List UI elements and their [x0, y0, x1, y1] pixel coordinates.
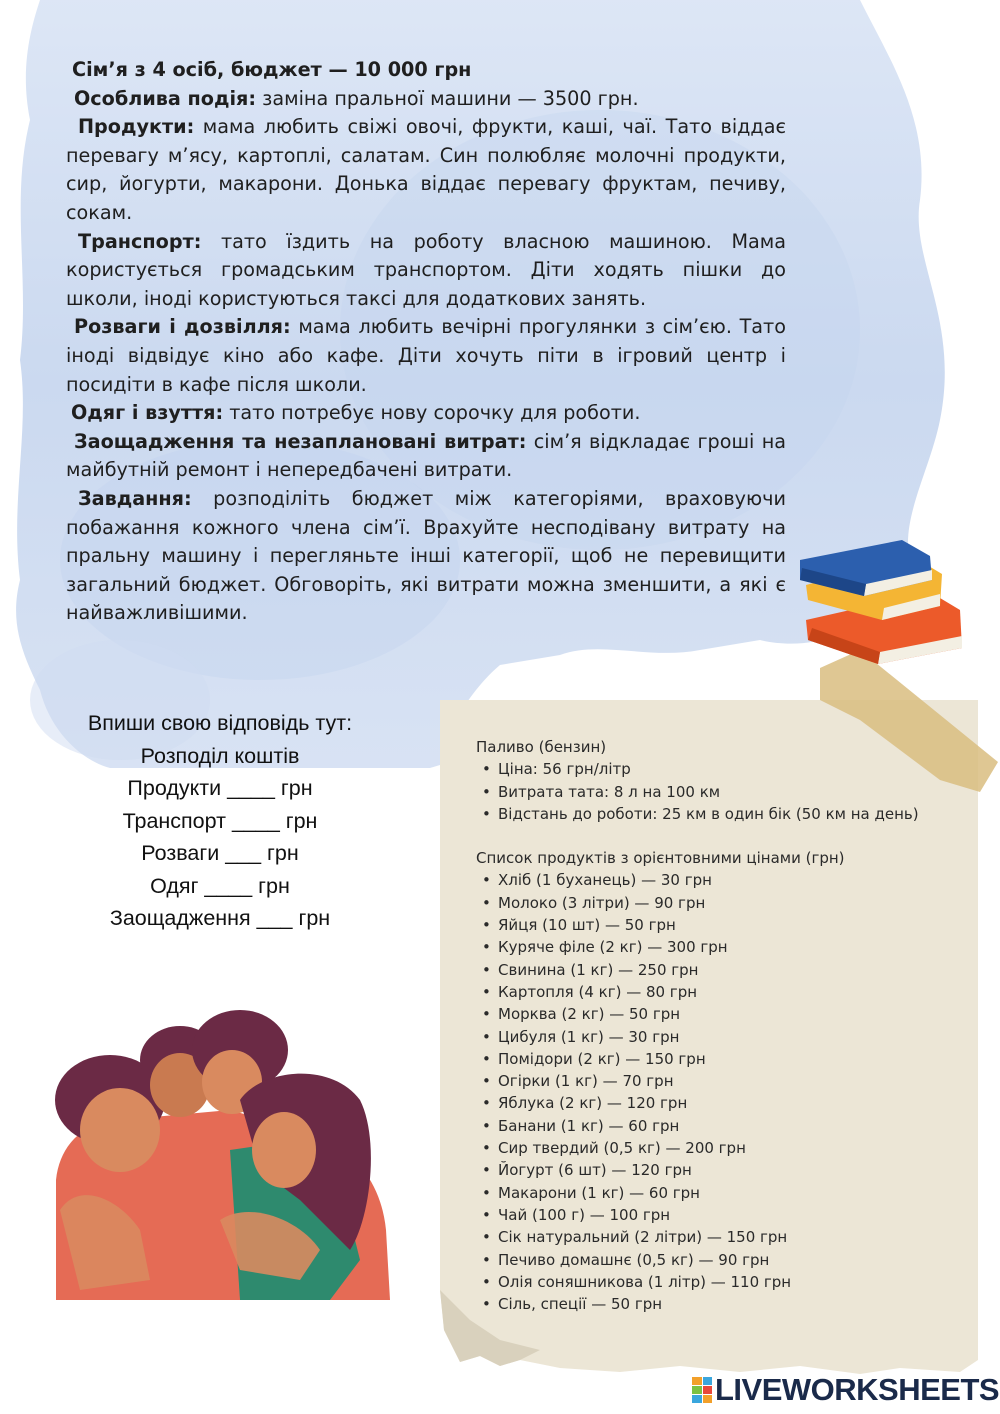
- paragraph-savings: [66, 428, 786, 485]
- paragraph-text: мама любить свіжі овочі, фрукти, каші, чаї. Тато віддає перевагу м’ясу, картоплі, салатам. Син полюбляє молочні продукти, сир, йогурти, макарони. Донька віддає перевагу фруктам, печиву, сокам.: [66, 115, 786, 224]
- paragraph-label: Завдання:: [78, 486, 192, 510]
- list-item: • Відстань до роботи: 25 км в один бік (50 км на день): [498, 803, 956, 825]
- list-item: • Картопля (4 кг) — 80 грн: [498, 981, 956, 1003]
- paragraph-label: Особлива подія:: [74, 86, 257, 110]
- list-item: • Куряче філе (2 кг) — 300 грн: [498, 936, 956, 958]
- list-item: • Сік натуральний (2 літри) — 150 грн: [498, 1226, 956, 1248]
- list-item: • Огірки (1 кг) — 70 грн: [498, 1070, 956, 1092]
- answer-line-transport[interactable]: Транспорт ____ грн: [122, 808, 318, 833]
- family-illustration: [55, 1010, 390, 1300]
- list-item: • Яйця (10 шт) — 50 грн: [498, 914, 956, 936]
- paragraph-leisure: [66, 313, 786, 399]
- list-item: • Морква (2 кг) — 50 грн: [498, 1003, 956, 1025]
- answer-prompt: Впиши свою відповідь тут:: [87, 711, 353, 735]
- list-item: • Сіль, спеції — 50 грн: [498, 1293, 956, 1315]
- books-illustration: [800, 540, 962, 664]
- answer-heading: Розподіл коштів: [140, 743, 300, 768]
- paragraph-text: розподіліть бюджет між категоріями, враховуючи побажання кожного члена сім’ї. Врахуйте несподівану витрату на пральну машину і перегляньте інші категорії, щоб не перевищити загальний бюджет. Обговоріть, які витрати можна зменшити, а які є найважливішими.: [66, 486, 786, 625]
- answer-line-products[interactable]: Продукти ____ грн: [127, 776, 313, 800]
- liveworksheets-mark-icon: [692, 1377, 712, 1403]
- answer-line-leisure[interactable]: Розваги ___ грн: [141, 841, 299, 865]
- list-item: • Свинина (1 кг) — 250 грн: [498, 959, 956, 981]
- list-item: • Помідори (2 кг) — 150 грн: [498, 1048, 956, 1070]
- list-item: • Молоко (3 літри) — 90 грн: [498, 892, 956, 914]
- family-budget-title: Сім’я з 4 осіб, бюджет — 10 000 грн: [72, 58, 472, 81]
- answer-line-clothes[interactable]: Одяг ____ грн: [150, 873, 290, 898]
- list-item: • Йогурт (6 шт) — 120 грн: [498, 1159, 956, 1181]
- paragraph-text: мама любить вечірні прогулянки з сім’єю. Тато іноді відвідує кіно або кафе. Діти хочуть піти в ігровий центр і посидіти в кафе після школи.: [66, 315, 786, 396]
- paragraph-label: Заощадження та незаплановані витрат:: [74, 429, 527, 453]
- list-item: • Ціна: 56 грн/літр: [498, 758, 956, 780]
- paragraph-transport: [66, 228, 786, 314]
- answer-line-savings[interactable]: Заощадження ___ грн: [109, 906, 331, 930]
- paragraph-text: заміна пральної машини — 3500 грн.: [256, 86, 639, 110]
- list-item: • Банани (1 кг) — 60 грн: [498, 1115, 956, 1137]
- list-item: • Олія соняшникова (1 літр) — 110 грн: [498, 1271, 956, 1293]
- footer-brand: LIVEWORKSHEETS: [715, 1372, 1000, 1407]
- paragraph-text: сім’я відкладає гроші на майбутній ремонт і непередбачені витрати.: [66, 429, 787, 482]
- products-title: Список продуктів з орієнтовними цінами (грн): [476, 849, 845, 868]
- paragraph-products: [66, 113, 786, 227]
- list-item: • Сир твердий (0,5 кг) — 200 грн: [498, 1137, 956, 1159]
- list-item: • Витрата тата: 8 л на 100 км: [498, 781, 956, 803]
- paragraph-label: Одяг і взуття:: [71, 401, 224, 425]
- paragraph-label: Транспорт:: [78, 229, 202, 253]
- products-list: [476, 869, 956, 1315]
- paragraph-special-event: [66, 85, 786, 114]
- answer-section: [60, 707, 380, 935]
- list-item: • Цибуля (1 кг) — 30 грн: [498, 1026, 956, 1048]
- paragraph-label: Продукти:: [78, 115, 195, 139]
- task-text: [66, 56, 786, 628]
- price-info: [476, 736, 956, 1315]
- paragraph-clothes: [66, 399, 786, 428]
- list-item: • Макарони (1 кг) — 60 грн: [498, 1182, 956, 1204]
- paragraph-task: [66, 485, 786, 628]
- list-item: • Яблука (2 кг) — 120 грн: [498, 1092, 956, 1114]
- list-item: • Хліб (1 буханець) — 30 грн: [498, 869, 956, 891]
- fuel-list: [476, 758, 956, 825]
- paragraph-text: тато потребує нову сорочку для роботи.: [223, 401, 641, 425]
- liveworksheets-logo[interactable]: [692, 1373, 999, 1407]
- fuel-title: Паливо (бензин): [476, 738, 607, 756]
- paragraph-text: тато їздить на роботу власною машиною. Мама користується громадським транспортом. Діти ходять пішки до школи, іноді користуються таксі для додаткових занять.: [66, 229, 786, 310]
- list-item: • Печиво домашнє (0,5 кг) — 90 грн: [498, 1249, 956, 1271]
- paragraph-label: Розваги і дозвілля:: [74, 315, 291, 339]
- list-item: • Чай (100 г) — 100 грн: [498, 1204, 956, 1226]
